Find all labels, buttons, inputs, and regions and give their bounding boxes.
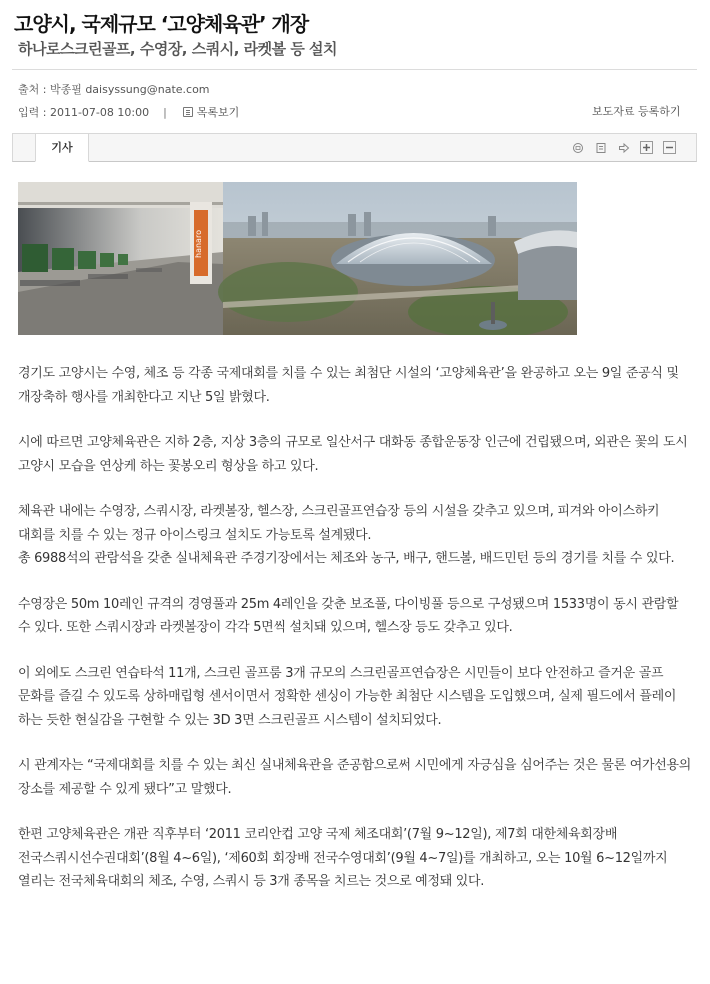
list-view-link[interactable] — [183, 104, 240, 120]
source-line: 출처 : 박종필 daisyssung@nate.com — [18, 83, 210, 96]
article-tabbar — [12, 133, 697, 162]
meta-separator: | — [163, 105, 167, 119]
page-subtitle: 하나로스크린골프, 수영장, 스쿼시, 라켓볼 등 설치 — [18, 40, 338, 58]
article-paragraph: 한편 고양체육관은 개관 직후부터 ‘2011 코리안컵 고양 국제 체조대회’(7월 9~12일), 제7회 대한체육회장배 전국스쿼시선수권대회’(8월 4~6일), ‘제60회 회장배 전국수영대회’(9월 4~7일)를 개최하고, 오는 10월 6~12일까지 열리는 전국체육대회의 체조, 수영, 스쿼시 등 3개 종목을 치르는 것으로 예정돼 있다. — [18, 827, 668, 889]
tab-article[interactable]: 기사 — [35, 133, 89, 162]
article-body — [18, 362, 692, 916]
article-paragraph-line: 총 6988석의 관람석을 갖춘 실내체육관 주경기장에서는 체조와 농구, 배구, 핸드볼, 배드민턴 등의 경기를 치를 수 있다. — [18, 551, 675, 566]
article-paragraph: 시에 따르면 고양체육관은 지하 2층, 지상 3층의 규모로 일산서구 대화동 종합운동장 인근에 건립됐으며, 외관은 꽃의 도시 고양시 모습을 연상케 하는 꽃봉오리 형상을 하고 있다. — [18, 435, 688, 474]
article-photo — [18, 182, 577, 335]
photo-sign-text: hanaro — [194, 230, 203, 258]
article-paragraph: 시 관계자는 “국제대회를 치를 수 있는 최신 실내체육관을 준공함으로써 시민에게 자긍심을 심어주는 것은 물론 여가선용의 장소를 제공할 수 있게 됐다”고 말했다. — [18, 758, 691, 797]
memo-icon[interactable] — [594, 141, 607, 154]
article-paragraph — [18, 500, 692, 571]
photo-illustration — [18, 182, 577, 335]
register-press-release-link[interactable]: 보도자료 등록하기 — [592, 105, 681, 118]
article-tools — [571, 141, 676, 154]
list-icon — [183, 107, 193, 117]
page-title: 고양시, 국제규모 ‘고양체육관’ 개장 — [14, 12, 309, 36]
article-paragraph: 수영장은 50m 10레인 규격의 경영풀과 25m 4레인을 갖춘 보조풀, 다이빙풀 등으로 구성됐으며 1533명이 동시 관람할 수 있다. 또한 스쿼시장과 라켓볼장이 각각 5면씩 설치돼 있으며, 헬스장 등도 갖추고 있다. — [18, 596, 679, 635]
zoom-in-icon[interactable] — [640, 141, 653, 154]
zoom-out-icon[interactable] — [663, 141, 676, 154]
list-view-label: 목록보기 — [196, 106, 240, 119]
input-date: 입력 : 2011-07-08 10:00 — [18, 106, 150, 119]
article-paragraph-line: 체육관 내에는 수영장, 스쿼시장, 라켓볼장, 헬스장, 스크린골프연습장 등의 시설을 갖추고 있으며, 피겨와 아이스하키 대회를 치를 수 있는 정규 아이스링크 설치도 가능토록 설계됐다. — [18, 504, 660, 543]
header-divider — [12, 69, 697, 70]
article-paragraph: 경기도 고양시는 수영, 체조 등 각종 국제대회를 치를 수 있는 최첨단 시설의 ‘고양체육관’을 완공하고 오는 9일 준공식 및 개장축하 행사를 개최한다고 지난 5일 밝혔다. — [18, 366, 679, 405]
date-line — [18, 104, 239, 120]
article-paragraph: 이 외에도 스크린 연습타석 11개, 스크린 골프룸 3개 규모의 스크린골프연습장은 시민들이 보다 안전하고 즐거운 골프 문화를 즐길 수 있도록 상하매립형 센서이면서 정확한 센싱이 가능한 최첨단 시스템을 도입했으며, 실제 필드에서 플레이 하는 듯한 현실감을 구현할 수 있는 3D 3면 스크린골프 시스템이 설치되었다. — [18, 665, 677, 728]
print-icon[interactable] — [571, 141, 584, 154]
share-icon[interactable] — [617, 141, 630, 154]
